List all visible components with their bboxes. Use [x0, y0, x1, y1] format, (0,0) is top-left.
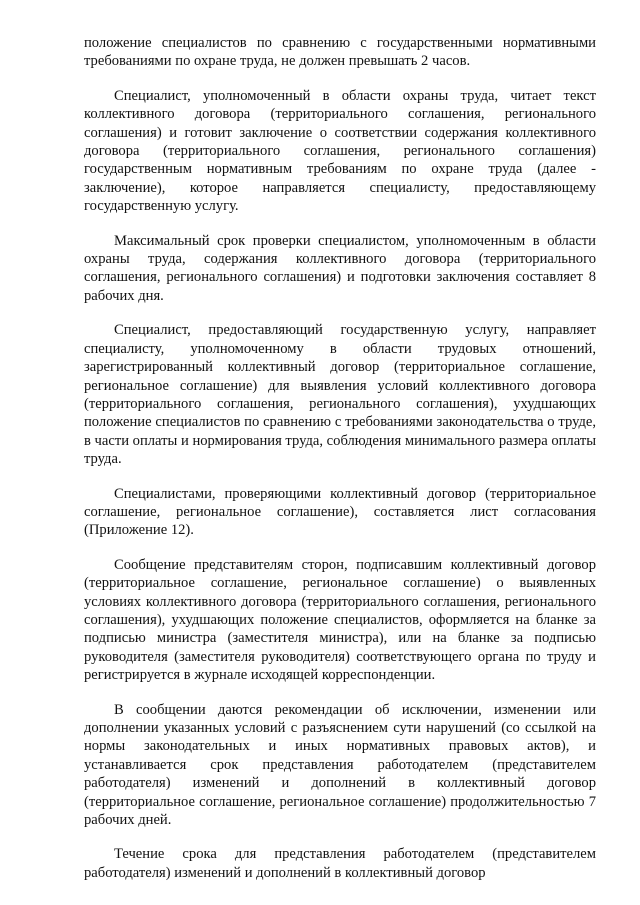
paragraph-safety-specialist: Специалист, уполномоченный в области охраны труда, читает текст коллективного договора (территориального соглашения, регионального соглашения) и готовит заключение о соответствии содержания коллективного договора (территориального соглашения, регионального соглашения) государственным нормативным требованиям по охране труда (далее - заключение), которое направляется специалисту, предоставляющему государственную услугу. — [84, 87, 596, 215]
paragraph-continuation: положение специалистов по сравнению с государственными нормативными требованиями по охране труда, не должен превышать 2 часов. — [84, 35, 596, 70]
paragraph-recommendations: В сообщении даются рекомендации об исключении, изменении или дополнении указанных условий с разъяснением сути нарушений (со ссылкой на нормы законодательных и иных нормативных правовых актов), и устанавливается срок представления работодателем (представителем работодателя) изменений и дополнений в коллективный договор (территориальное соглашение, региональное соглашение) продолжительностью 7 рабочих дней. — [84, 701, 596, 829]
paragraph-labor-relations: Специалист, предоставляющий государственную услугу, направляет специалисту, уполномоченному в области трудовых отношений, зарегистрированный коллективный договор (территориальное соглашение, региональное соглашение) для выявления условий коллективного договора (территориального соглашения, регионального соглашения), ухудшающих положение специалистов по сравнению с требованиями законодательства о труде, в части оплаты и нормирования труда, соблюдения минимального размера оплаты труда. — [84, 322, 596, 468]
paragraph-term-start: Течение срока для представления работодателем (представителем работодателя) изменений и дополнений в коллективный договор — [84, 846, 596, 881]
document-page — [84, 34, 596, 882]
paragraph-notification: Сообщение представителям сторон, подписавшим коллективный договор (территориальное соглашение, региональное соглашение) о выявленных условиях коллективного договора (территориального соглашения, регионального соглашения), ухудшающих положение специалистов, оформляется на бланке за подписью министра (заместителя министра), или на бланке за подписью руководителя (заместителя руководителя) соответствующего органа по труду и регистрируется в журнале исходящей корреспонденции. — [84, 556, 596, 684]
paragraph-review-deadline: Максимальный срок проверки специалистом, уполномоченным в области охраны труда, содержания коллективного договора (территориального соглашения, регионального соглашения) и подготовки заключения составляет 8 рабочих дня. — [84, 232, 596, 304]
paragraph-approval-sheet: Специалистами, проверяющими коллективный договор (территориальное соглашение, региональное соглашение), составляется лист согласования (Приложение 12). — [84, 485, 596, 539]
